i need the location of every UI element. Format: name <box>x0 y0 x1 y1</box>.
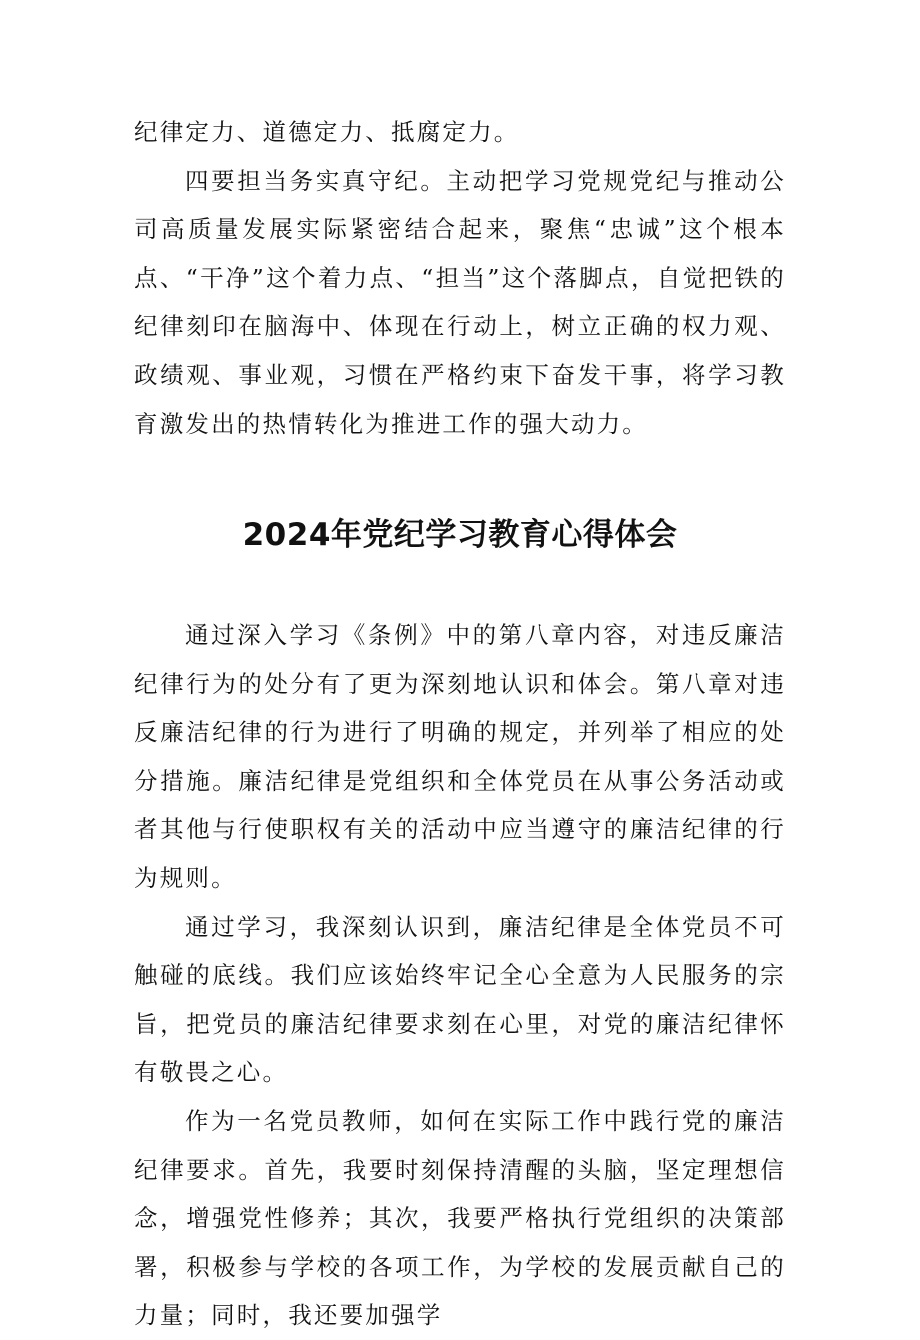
body-paragraph-2: 通过学习，我深刻认识到，廉洁纪律是全体党员不可触碰的底线。我们应该始终牢记全心全意为人民服务的宗旨，把党员的廉洁纪律要求刻在心里，对党的廉洁纪律怀有敬畏之心。 <box>134 912 786 1087</box>
article-body <box>134 611 786 1340</box>
previous-section-text <box>134 108 786 448</box>
body-paragraph-1: 通过深入学习《条例》中的第八章内容，对违反廉洁纪律行为的处分有了更为深刻地认识和体会。第八章对违反廉洁纪律的行为进行了明确的规定，并列举了相应的处分措施。廉洁纪律是党组织和全体党员在从事公务活动或者其他与行使职权有关的活动中应当遵守的廉洁纪律的行为规则。 <box>134 621 786 892</box>
body-paragraph-3: 作为一名党员教师，如何在实际工作中践行党的廉洁纪律要求。首先，我要时刻保持清醒的头脑，坚定理想信念，增强党性修养；其次，我要严格执行党组织的决策部署，积极参与学校的各项工作，为学校的发展贡献自己的力量；同时，我还要加强学 <box>134 1106 786 1330</box>
article-title: 2024年党纪学习教育心得体会 <box>242 517 678 553</box>
continued-paragraph-line: 纪律定力、道德定力、抵腐定力。 <box>134 118 520 146</box>
paragraph-four-guard-discipline: 四要担当务实真守纪。主动把学习党规党纪与推动公司高质量发展实际紧密结合起来，聚焦“忠诚”这个根本点、“干净”这个着力点、“担当”这个落脚点，自觉把铁的纪律刻印在脑海中、体现在行动上，树立正确的权力观、政绩观、事业观，习惯在严格约束下奋发干事，将学习教育激发出的热情转化为推进工作的强大动力。 <box>134 166 786 438</box>
